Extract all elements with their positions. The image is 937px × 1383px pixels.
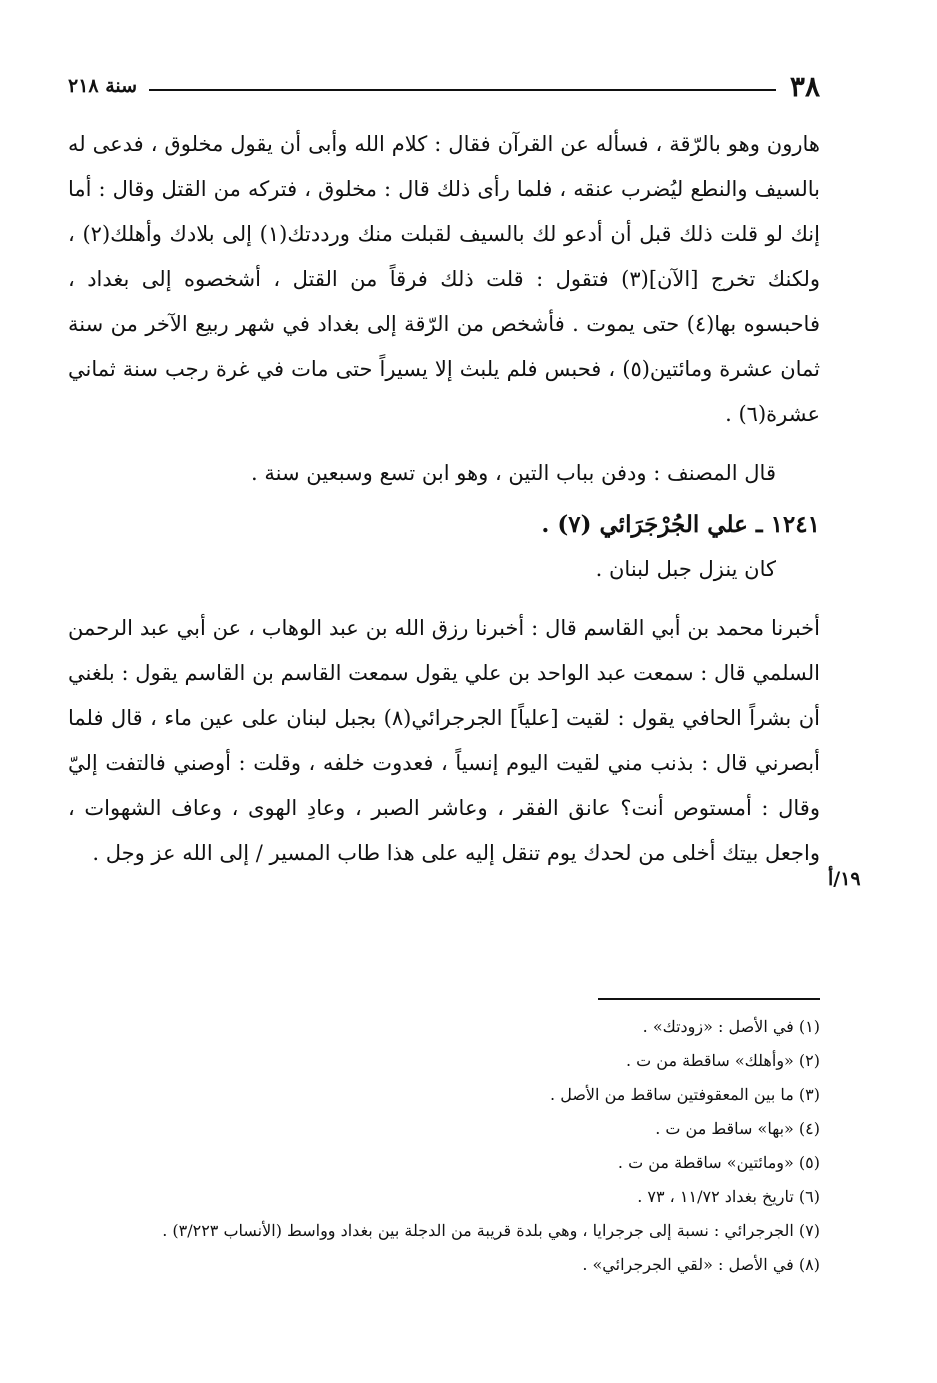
footnote-item: (٨) في الأصل : «لقي الجرجرائي» . bbox=[582, 1255, 820, 1274]
footnote-item: (٥) «ومائتين» ساقطة من ت . bbox=[617, 1153, 820, 1172]
footnote-separator bbox=[598, 998, 820, 1000]
paragraph-harun: هارون وهو بالرّقة ، فسأله عن القرآن فقال : كلام الله وأبى أن يقول مخلوق ، فدعى له بالسيف والنطع ليُضرب عنقه ، فلما رأى ذلك قال : مخلوق ، فتركه من القتل وقال : أما إنك لو قلت ذلك قبل أن أدعو لك بالسيف لقبلت منك ورددتك(١) إلى بلادك وأهلك(٢) ، ولكنك تخرج [الآن](٣) فتقول : قلت ذلك فرقاً من القتل ، أشخصوه إلى بغداد ، فاحبسوه بها(٤) حتى يموت . فأشخص من الرّقة إلى بغداد في شهر ربيع الآخر من سنة ثمان عشرة ومائتين(٥) ، فحبس فلم يلبث إلا يسيراً حتى مات في غرة رجب سنة ثماني عشرة(٦) . bbox=[68, 132, 820, 426]
footnote-item: (٤) «بها» ساقط من ت . bbox=[655, 1119, 820, 1138]
footnote-item: (٦) تاريخ بغداد ١١/٧٢ ، ٧٣ . bbox=[637, 1187, 820, 1206]
footnote-item: (٢) «وأهلك» ساقطة من ت . bbox=[625, 1051, 820, 1070]
paragraph-isnad: أخبرنا محمد بن أبي القاسم قال : أخبرنا رزق الله بن عبد الوهاب ، عن أبي عبد الرحمن السلمي قال : سمعت عبد الواحد بن علي يقول سمعت القاسم بن القاسم يقول : بلغني أن بشراً الحافي يقول : لقيت [علياً] الجرجرائي(٨) بجبل لبنان على عين ماء ، قال فلما أبصرني قال : بذنب مني لقيت اليوم إنسياً ، فعدوت خلفه ، وقلت : أوصني فالتفت إليّ وقال : أمستوص أنت؟ عانق الفقر ، وعاشر الصبر ، وعادِ الهوى ، وعاف الشهوات ، واجعل بيتك أخلى من لحدك يوم تنقل إليه على هذا طاب المسير / إلى الله عز وجل . bbox=[68, 616, 820, 865]
paragraph-lebanon: كان ينزل جبل لبنان . bbox=[595, 557, 776, 581]
footnote-item: (٧) الجرجرائي : نسبة إلى جرجرايا ، وهي بلدة قريبة من الدجلة بين بغداد وواسط (الأنساب ٣/٢٢٣) . bbox=[162, 1221, 820, 1240]
entry-title: ١٢٤١ ـ علي الجُرْجَرَائي (٧) . bbox=[541, 511, 820, 538]
main-text bbox=[68, 122, 820, 876]
paragraph-author-note: قال المصنف : ودفن بباب التين ، وهو ابن تسع وسبعين سنة . bbox=[251, 461, 776, 485]
footnote-item: (٣) ما بين المعقوفتين ساقط من الأصل . bbox=[550, 1085, 820, 1104]
footnote-item: (١) في الأصل : «زودتك» . bbox=[642, 1017, 820, 1036]
header-rule bbox=[149, 89, 776, 91]
page-number: ٣٨ bbox=[789, 69, 820, 103]
footnotes-list bbox=[68, 1010, 820, 1282]
running-head: سنة ٢١٨ bbox=[68, 75, 138, 97]
page-header bbox=[68, 66, 820, 106]
folio-marker: ١٩/أ bbox=[828, 868, 861, 890]
